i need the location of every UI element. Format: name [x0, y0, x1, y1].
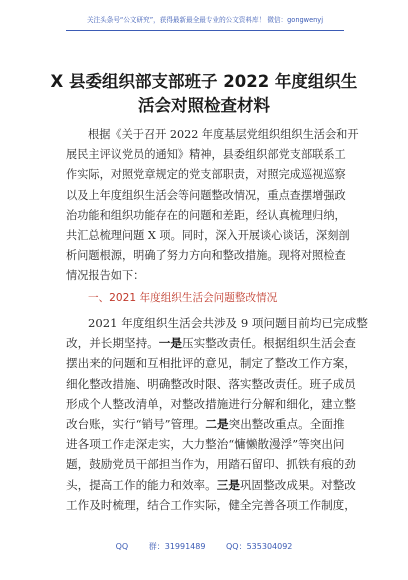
keyword-third: 三是 [216, 477, 240, 492]
text-line: 情况报告如下： [66, 269, 145, 283]
qq-group: QQ 群：31991489 [115, 542, 206, 551]
text-line: 改，并长期坚持。一是压实整改责任。根据组织生活会查 [66, 336, 356, 351]
text-line: 展民主评议党员的通知》精神，县委组织部党支部联系工 [66, 148, 346, 162]
keyword-first: 一是 [158, 336, 182, 351]
text-line: 治功能和组织功能存在的问题和差距，经认真梳理归纳， [66, 208, 346, 222]
text-line: 共汇总梳理问题 X 项。同时，深入开展谈心谈话，深刻剖 [66, 228, 350, 242]
document-title-line-2: 活会对照检查材料 [138, 96, 270, 115]
text-line: 作实际，对照党章规定的党支部职责，对照完成巡视巡察 [66, 168, 346, 182]
text-line: 以及上年度组织生活会等问题整改情况，重点查摆增强政 [66, 188, 346, 202]
footer-contact [0, 541, 408, 552]
text-line: 摆出来的问题和互相批评的意见，制定了整改工作方案， [66, 356, 356, 371]
text-line: 改台账，实行“销号”管理。二是突出整改重点。全面推 [66, 416, 345, 431]
text-line: 细化整改措施、明确整改时限、落实整改责任。班子成员 [66, 376, 356, 391]
intro-paragraph [66, 125, 359, 287]
text-line: 2021 年度组织生活会共涉及 9 项问题目前均已完成整 [88, 316, 368, 330]
text-line: 工作及时梳理，结合工作实际，健全完善各项工作制度， [66, 497, 356, 512]
section-heading: 一、2021 年度组织生活会问题整改情况 [88, 292, 278, 304]
document-title-line-1: X 县委组织部支部班子 2022 年度组织生 [50, 72, 358, 91]
text-line: 根据《关于召开 2022 年度基层党组织组织生活会和开 [88, 128, 359, 141]
header-banner: 关注头条号“公文研究”，获得最新最全最专业的公文资料库！ 微信：gongwenyj [66, 12, 344, 31]
qq-number: QQ：535304092 [226, 542, 293, 551]
text-line: 形成个人整改清单，对整改措施进行分解和细化，建立整 [66, 396, 356, 411]
keyword-second: 二是 [205, 416, 229, 431]
text-line: 进各项工作走深走实，大力整治“慵懒散漫浮”等突出问 [66, 437, 345, 452]
text-line: 头，提高工作的能力和效率。三是巩固整改成果。对整改 [66, 477, 356, 492]
text-line: 析问题根源，明确了努力方向和整改措施。现将对照检查 [66, 249, 346, 263]
text-line: 题，鼓励党员干部担当作为，用踏石留印、抓铁有痕的劲 [66, 457, 356, 472]
section-paragraph [66, 313, 368, 515]
